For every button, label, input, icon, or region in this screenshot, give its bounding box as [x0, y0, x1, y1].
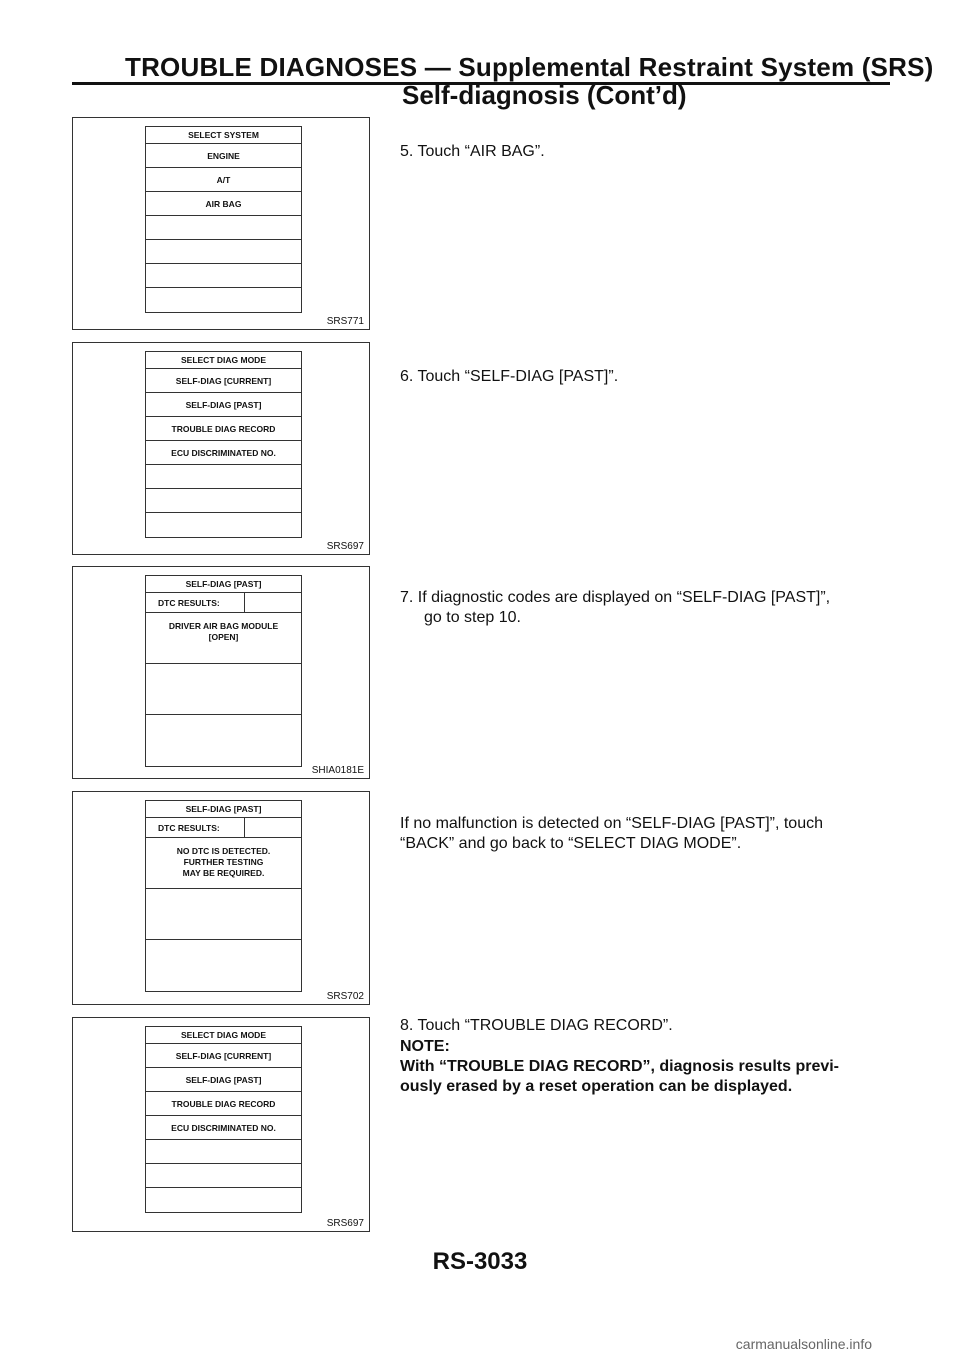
header-title: TROUBLE DIAGNOSES — Supplemental Restraint System (SRS) [125, 52, 934, 82]
step-8 [400, 1016, 890, 1036]
figure-self-diag-past-result [72, 566, 370, 779]
menu-item-air-bag[interactable]: AIR BAG [146, 192, 301, 216]
menu-item-empty [146, 1164, 301, 1188]
menu-item-empty [146, 288, 301, 312]
screen-title: SELECT SYSTEM [146, 127, 301, 144]
dtc-results-blank [245, 593, 301, 612]
menu-item-self-diag-current[interactable]: SELF-DIAG [CURRENT] [146, 369, 301, 393]
dtc-result-line: NO DTC IS DETECTED. [176, 846, 271, 856]
figure-id: SRS697 [326, 541, 364, 552]
dtc-results-label: DTC RESULTS: [146, 818, 245, 837]
dtc-results-row [146, 593, 301, 613]
step-5 [400, 142, 890, 162]
menu-item-at[interactable]: A/T [146, 168, 301, 192]
menu-item-empty [146, 1188, 301, 1212]
no-malfunction-line2: “BACK” and go back to “SELECT DIAG MODE”. [400, 835, 742, 852]
step-8-text: 8. Touch “TROUBLE DIAG RECORD”. [400, 1017, 673, 1034]
step-7-line1: 7. If diagnostic codes are displayed on “SELF-DIAG [PAST]”, [400, 589, 831, 606]
figure-id: SRS771 [326, 316, 364, 327]
header-subtitle: Self-diagnosis (Cont’d) [402, 80, 687, 110]
step-6-text: 6. Touch “SELF-DIAG [PAST]”. [400, 368, 619, 385]
dtc-result-item [146, 838, 301, 889]
menu-item-empty [146, 513, 301, 537]
menu-item-empty [146, 1140, 301, 1164]
menu-item-empty [146, 216, 301, 240]
menu-item-self-diag-past[interactable]: SELF-DIAG [PAST] [146, 393, 301, 417]
screen-title: SELF-DIAG [PAST] [146, 576, 301, 593]
figure-id: SRS697 [326, 1218, 364, 1229]
step-5-text: 5. Touch “AIR BAG”. [400, 143, 545, 160]
note-line1: With “TROUBLE DIAG RECORD”, diagnosis results previ- [400, 1058, 840, 1075]
dtc-result-line: DRIVER AIR BAG MODULE [168, 621, 279, 631]
consult-screen [145, 126, 302, 313]
figure-no-dtc-result [72, 791, 370, 1005]
dtc-result-item [146, 613, 301, 664]
watermark: carmanualsonline.info [735, 1336, 872, 1352]
dtc-result-line: FURTHER TESTING [183, 857, 264, 867]
note-line2: ously erased by a reset operation can be displayed. [400, 1078, 793, 1095]
no-malfunction-line1: If no malfunction is detected on “SELF-DIAG [PAST]”, touch [400, 815, 823, 832]
dtc-results-row [146, 818, 301, 838]
figure-select-diag-mode [72, 342, 370, 555]
note-label: NOTE: [400, 1038, 450, 1055]
menu-item-empty [146, 489, 301, 513]
note-block [400, 1037, 890, 1097]
menu-item-empty [146, 264, 301, 288]
page-number: RS-3033 [432, 1248, 528, 1275]
menu-item-trouble-diag-record[interactable]: TROUBLE DIAG RECORD [146, 1092, 301, 1116]
menu-item-empty [146, 465, 301, 489]
step-7 [400, 588, 890, 628]
menu-item-ecu-discriminated-no[interactable]: ECU DISCRIMINATED NO. [146, 1116, 301, 1140]
menu-item-trouble-diag-record[interactable]: TROUBLE DIAG RECORD [146, 417, 301, 441]
screen-title: SELF-DIAG [PAST] [146, 801, 301, 818]
menu-item-ecu-discriminated-no[interactable]: ECU DISCRIMINATED NO. [146, 441, 301, 465]
menu-item-self-diag-past[interactable]: SELF-DIAG [PAST] [146, 1068, 301, 1092]
figure-select-system [72, 117, 370, 330]
menu-item-engine[interactable]: ENGINE [146, 144, 301, 168]
no-malfunction-instruction [400, 814, 890, 854]
result-empty [146, 664, 301, 715]
figure-id: SRS702 [326, 991, 364, 1002]
dtc-results-label: DTC RESULTS: [146, 593, 245, 612]
dtc-result-line: [OPEN] [208, 632, 239, 642]
dtc-results-blank [245, 818, 301, 837]
dtc-result-line: MAY BE REQUIRED. [182, 868, 265, 878]
step-7-line2: go to step 10. [424, 609, 521, 626]
menu-item-self-diag-current[interactable]: SELF-DIAG [CURRENT] [146, 1044, 301, 1068]
consult-screen [145, 351, 302, 538]
screen-title: SELECT DIAG MODE [146, 1027, 301, 1044]
consult-screen [145, 575, 302, 767]
result-empty [146, 715, 301, 766]
result-empty [146, 940, 301, 991]
consult-screen [145, 800, 302, 992]
step-6 [400, 367, 890, 387]
result-empty [146, 889, 301, 940]
figure-id: SHIA0181E [311, 765, 364, 776]
figure-select-diag-mode-2 [72, 1017, 370, 1232]
menu-item-empty [146, 240, 301, 264]
consult-screen [145, 1026, 302, 1213]
screen-title: SELECT DIAG MODE [146, 352, 301, 369]
